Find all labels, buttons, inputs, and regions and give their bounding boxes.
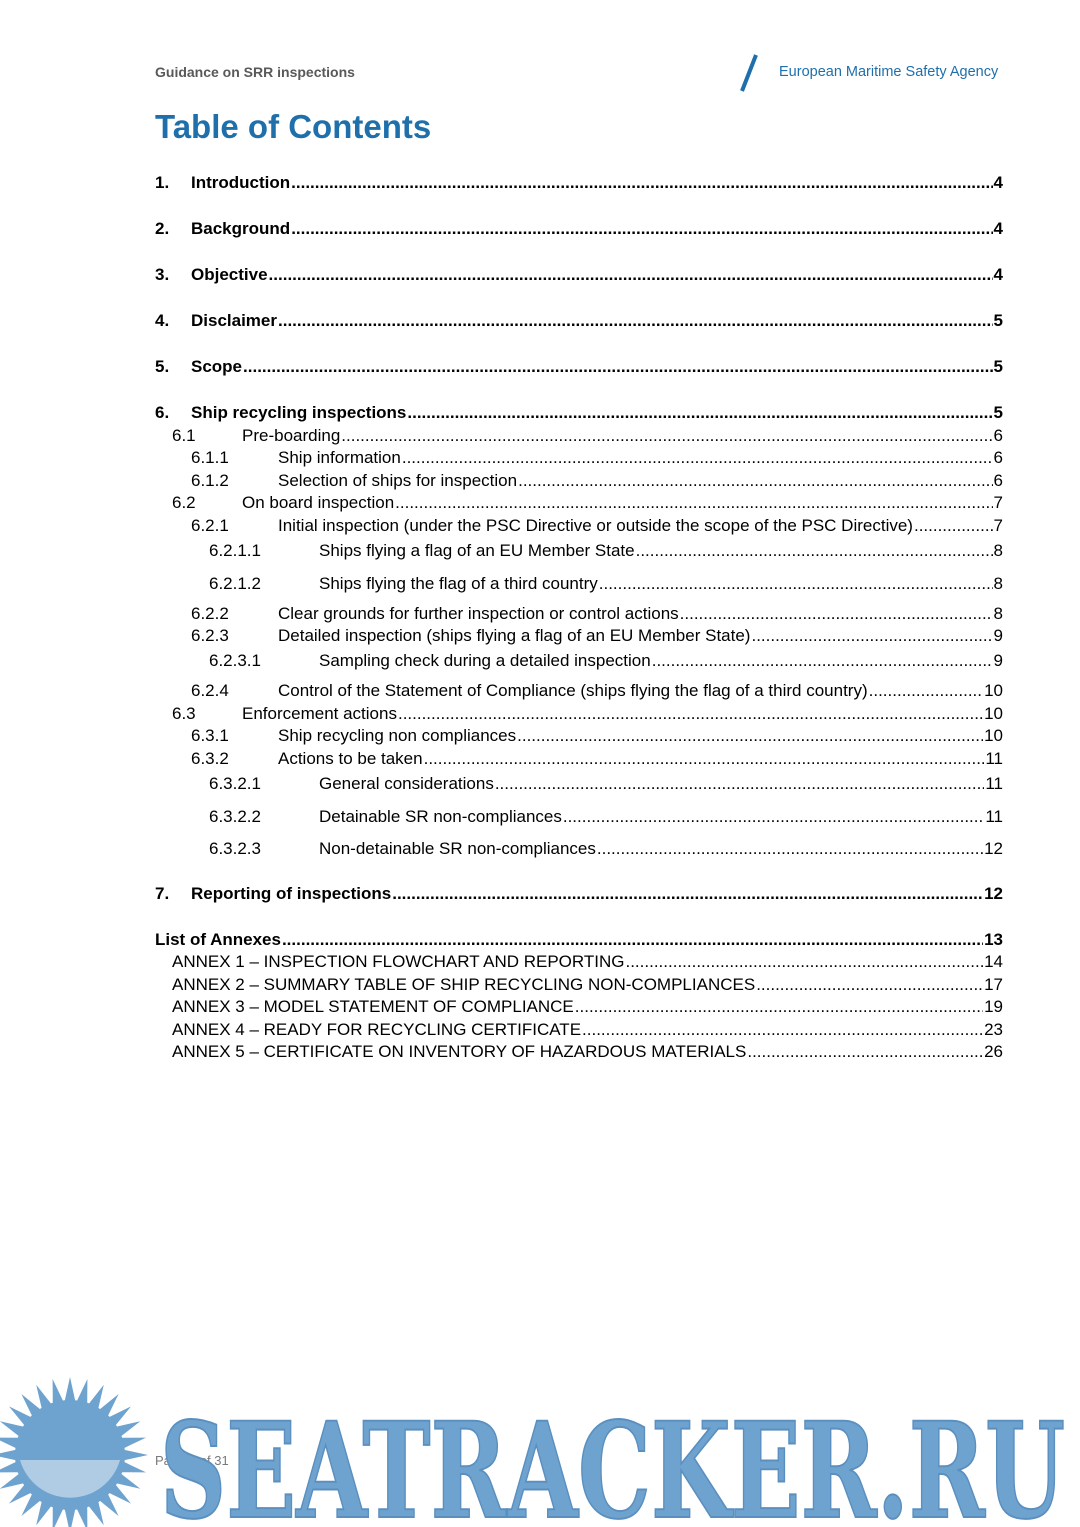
toc-entry-page: 11 <box>985 749 1003 768</box>
toc-dot-leader <box>868 680 983 702</box>
toc-entry[interactable] <box>0 725 1003 747</box>
toc-entry-label: Introduction <box>191 173 291 192</box>
toc-dot-leader <box>581 1019 983 1041</box>
toc-entry-page: 17 <box>984 975 1003 994</box>
toc-entry-page: 8 <box>993 604 1003 623</box>
toc-entry-label: ANNEX 4 – READY FOR RECYCLING CERTIFICATE <box>172 1020 582 1039</box>
toc-entry-page: 8 <box>993 541 1003 560</box>
toc-entry-page: 6 <box>993 448 1003 467</box>
toc-dot-leader <box>679 603 993 625</box>
toc-entry-label: Ship information <box>278 448 401 467</box>
toc-dot-leader <box>277 310 993 332</box>
toc-entry-label: ANNEX 1 – INSPECTION FLOWCHART AND REPORTING <box>172 952 625 971</box>
toc-entry-number: 6.1.1 <box>191 448 229 467</box>
toc-entry-number: 3. <box>155 265 170 284</box>
page-title: Table of Contents <box>155 108 432 145</box>
toc-entry-label: Enforcement actions <box>242 704 397 723</box>
toc-entry[interactable] <box>0 838 1003 860</box>
toc-entry-number: 5. <box>155 357 170 376</box>
toc-dot-leader <box>624 951 983 973</box>
toc-dot-leader <box>562 806 984 828</box>
header-agency-name: European Maritime Safety Agency <box>779 64 999 80</box>
toc-entry-number: 6.2 <box>172 493 196 512</box>
toc-entry-page: 12 <box>984 839 1003 858</box>
toc-entry-number: 6.2.2 <box>191 604 229 623</box>
toc-entry[interactable] <box>0 996 1003 1018</box>
toc-dot-leader <box>394 492 992 514</box>
toc-entry[interactable] <box>0 929 1003 951</box>
toc-entry-page: 7 <box>993 493 1003 512</box>
toc-dot-leader <box>750 625 992 647</box>
toc-dot-leader <box>517 470 992 492</box>
toc-dot-leader <box>494 773 985 795</box>
toc-entry-number: 6.3.1 <box>191 726 229 745</box>
toc-entry-number: 6.3.2 <box>191 749 229 768</box>
toc-dot-leader <box>391 883 983 905</box>
toc-entry-label: Pre-boarding <box>242 426 341 445</box>
toc-entry-page: 26 <box>984 1042 1003 1061</box>
toc-entry[interactable] <box>0 540 1003 562</box>
toc-entry-number: 6.2.1 <box>191 516 229 535</box>
toc-entry[interactable] <box>0 603 1003 625</box>
toc-dot-leader <box>598 573 993 595</box>
toc-entry[interactable] <box>0 748 1003 770</box>
toc-entry-page: 6 <box>993 426 1003 445</box>
toc-entry[interactable] <box>0 680 1003 702</box>
toc-entry-page: 8 <box>993 574 1003 593</box>
toc-entry[interactable] <box>0 650 1003 672</box>
toc-entry-label: On board inspection <box>242 493 395 512</box>
toc-entry-number: 6.2.3.1 <box>209 651 261 670</box>
toc-dot-leader <box>401 447 993 469</box>
toc-entry-page: 5 <box>993 403 1003 422</box>
toc-entry-page: 4 <box>993 219 1003 238</box>
header-slash-logo-icon <box>739 54 759 92</box>
toc-entry[interactable] <box>0 218 1003 240</box>
toc-dot-leader <box>340 425 992 447</box>
watermark-text: SEATRACKER.RU <box>160 1394 1065 1527</box>
toc-entry[interactable] <box>0 515 1003 537</box>
toc-entry[interactable] <box>0 1019 1003 1041</box>
toc-entry[interactable] <box>0 356 1003 378</box>
toc-entry-number: 6.2.1.2 <box>209 574 261 593</box>
toc-dot-leader <box>268 264 993 286</box>
toc-entry-label: Ships flying a flag of an EU Member State <box>319 541 635 560</box>
toc-entry-label: Clear grounds for further inspection or control actions <box>278 604 679 623</box>
toc-entry-page: 5 <box>993 357 1003 376</box>
toc-entry-page: 19 <box>984 997 1003 1016</box>
toc-entry-label: Objective <box>191 265 268 284</box>
toc-entry-page: 13 <box>984 930 1003 949</box>
toc-entry-label: Sampling check during a detailed inspection <box>319 651 651 670</box>
toc-entry-label: ANNEX 2 – SUMMARY TABLE OF SHIP RECYCLING NON-COMPLIANCES <box>172 975 756 994</box>
header-document-title: Guidance on SRR inspections <box>155 64 355 80</box>
toc-entry-number: 6.3 <box>172 704 196 723</box>
toc-entry[interactable] <box>0 470 1003 492</box>
toc-dot-leader <box>755 974 983 996</box>
toc-entry-label: Initial inspection (under the PSC Directive or outside the scope of the PSC Directive) <box>278 516 913 535</box>
toc-entry[interactable] <box>0 883 1003 905</box>
toc-entry-number: 4. <box>155 311 170 330</box>
toc-entry[interactable] <box>0 625 1003 647</box>
toc-entry-page: 23 <box>984 1020 1003 1039</box>
toc-entry-page: 10 <box>984 704 1003 723</box>
toc-entry-page: 4 <box>993 173 1003 192</box>
toc-entry-page: 10 <box>984 681 1003 700</box>
toc-dot-leader <box>913 515 993 537</box>
toc-entry-page: 14 <box>984 952 1003 971</box>
toc-entry-label: Detailed inspection (ships flying a flag of an EU Member State) <box>278 626 751 645</box>
toc-entry-number: 6.2.1.1 <box>209 541 261 560</box>
toc-dot-leader <box>746 1041 983 1063</box>
toc-entry-number: 6.2.3 <box>191 626 229 645</box>
toc-entry-page: 12 <box>984 884 1003 903</box>
toc-dot-leader <box>635 540 993 562</box>
toc-entry-number: 6.1 <box>172 426 196 445</box>
toc-entry-label: General considerations <box>319 774 494 793</box>
toc-entry-page: 7 <box>993 516 1003 535</box>
toc-entry[interactable] <box>0 974 1003 996</box>
toc-entry-number: 6.3.2.2 <box>209 807 261 826</box>
toc-entry-label: List of Annexes <box>155 930 281 949</box>
toc-entry[interactable] <box>0 310 1003 332</box>
toc-entry-page: 11 <box>985 774 1003 793</box>
toc-entry-number: 6.3.2.3 <box>209 839 261 858</box>
toc-entry[interactable] <box>0 806 1003 828</box>
seatracker-watermark <box>0 1365 1080 1527</box>
toc-entry-label: Reporting of inspections <box>191 884 392 903</box>
toc-entry-number: 2. <box>155 219 170 238</box>
toc-dot-leader <box>242 356 993 378</box>
toc-entry-label: Ships flying the flag of a third country <box>319 574 598 593</box>
toc-entry-number: 6. <box>155 403 170 422</box>
toc-entry-number: 6.2.4 <box>191 681 229 700</box>
toc-entry[interactable] <box>0 492 1003 514</box>
toc-entry[interactable] <box>0 573 1003 595</box>
toc-entry-label: Disclaimer <box>191 311 277 330</box>
toc-entry-page: 9 <box>993 651 1003 670</box>
toc-entry-page: 11 <box>985 807 1003 826</box>
toc-entry[interactable] <box>0 951 1003 973</box>
toc-entry[interactable] <box>0 402 1003 424</box>
toc-entry-page: 5 <box>993 311 1003 330</box>
toc-entry-label: Background <box>191 219 291 238</box>
toc-dot-leader <box>651 650 993 672</box>
toc-entry[interactable] <box>0 264 1003 286</box>
toc-entry[interactable] <box>0 703 1003 725</box>
toc-dot-leader <box>574 996 983 1018</box>
toc-entry-number: 7. <box>155 884 170 903</box>
toc-entry-label: Control of the Statement of Compliance (ships flying the flag of a third country) <box>278 681 868 700</box>
toc-dot-leader <box>281 929 983 951</box>
toc-entry-number: 6.1.2 <box>191 471 229 490</box>
toc-entry-number: 1. <box>155 173 170 192</box>
toc-entry-page: 9 <box>993 626 1003 645</box>
toc-entry-page: 6 <box>993 471 1003 490</box>
toc-entry-label: Non-detainable SR non-compliances <box>319 839 596 858</box>
toc-entry-label: Actions to be taken <box>278 749 423 768</box>
toc-entry[interactable] <box>0 425 1003 447</box>
toc-entry-number: 6.3.2.1 <box>209 774 261 793</box>
toc-entry[interactable] <box>0 1041 1003 1063</box>
toc-entry-label: ANNEX 5 – CERTIFICATE ON INVENTORY OF HAZARDOUS MATERIALS <box>172 1042 747 1061</box>
toc-dot-leader <box>596 838 983 860</box>
toc-entry-label: Detainable SR non-compliances <box>319 807 562 826</box>
toc-dot-leader <box>397 703 983 725</box>
toc-entry-label: Scope <box>191 357 243 376</box>
toc-entry-label: Ship recycling non compliances <box>278 726 517 745</box>
sun-logo-icon <box>0 1377 148 1527</box>
toc-entry[interactable] <box>0 773 1003 795</box>
toc-entry-label: Selection of ships for inspection <box>278 471 518 490</box>
toc-entry-page: 10 <box>984 726 1003 745</box>
toc-dot-leader <box>516 725 983 747</box>
toc-dot-leader <box>290 218 992 240</box>
toc-dot-leader <box>423 748 985 770</box>
toc-entry-label: Ship recycling inspections <box>191 403 407 422</box>
toc-dot-leader <box>406 402 992 424</box>
toc-entry[interactable] <box>0 172 1003 194</box>
page-number: Page 2 of 31 <box>155 1453 229 1468</box>
toc-entry-page: 4 <box>993 265 1003 284</box>
toc-entry[interactable] <box>0 447 1003 469</box>
toc-dot-leader <box>290 172 992 194</box>
toc-entry-label: ANNEX 3 – MODEL STATEMENT OF COMPLIANCE <box>172 997 574 1016</box>
